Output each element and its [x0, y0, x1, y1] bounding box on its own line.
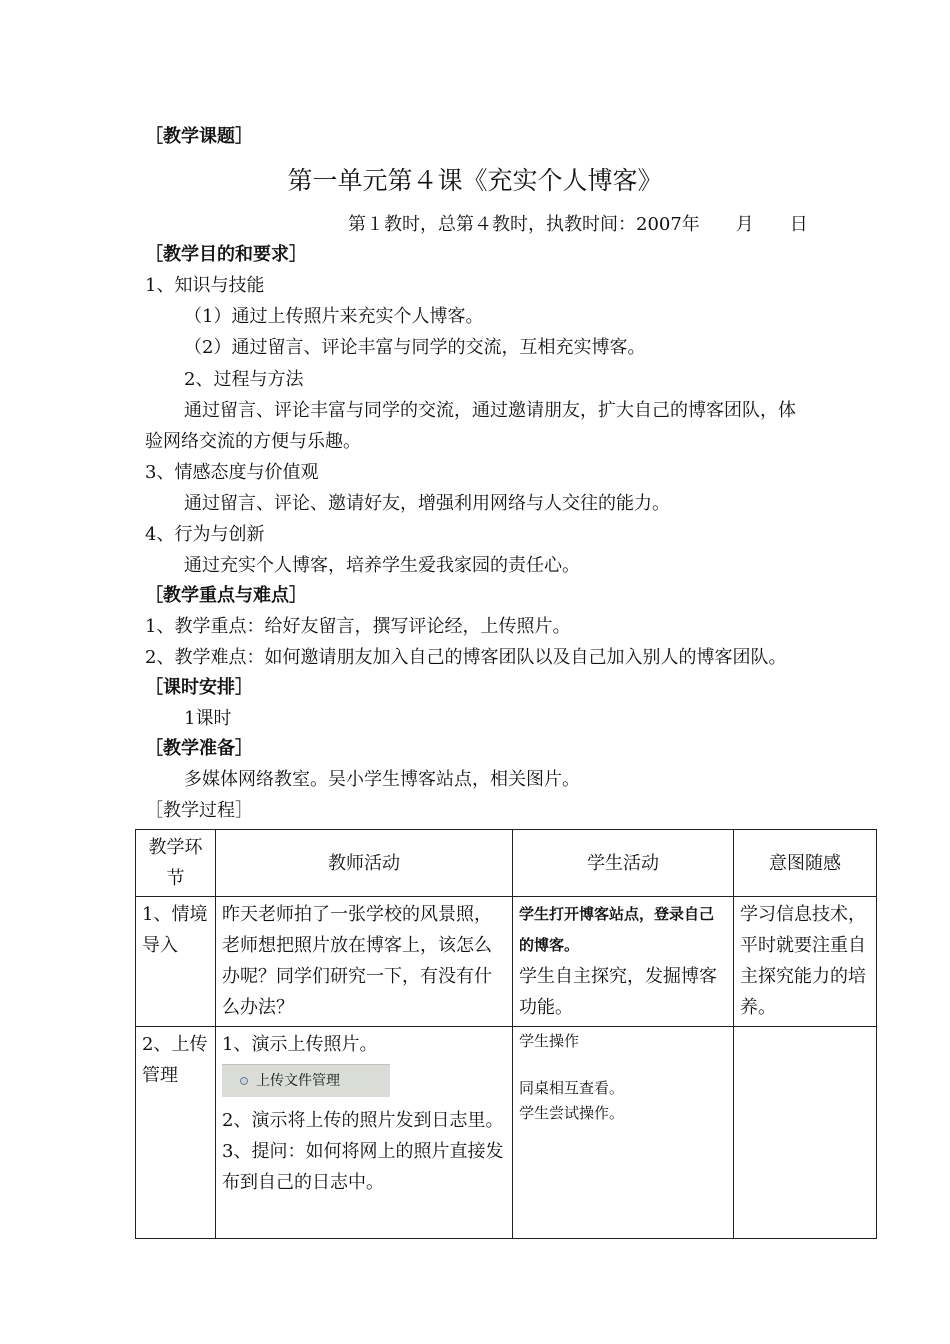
- row2-teacher: [216, 1027, 513, 1239]
- behavior-title: 4、行为与创新: [145, 524, 265, 545]
- knowledge-item-1: （1）通过上传照片来充实个人博客。: [184, 306, 484, 327]
- objectives-heading: ［教学目的和要求］: [145, 244, 307, 265]
- upload-file-manager-label: 上传文件管理: [256, 1072, 340, 1089]
- process-method-text-a: 通过留言、评论丰富与同学的交流，通过邀请朋友，扩大自己的博客团队，体: [184, 400, 796, 421]
- row2-intent: [734, 1027, 877, 1239]
- row2-teacher-step-1: 1、演示上传照片。: [222, 1034, 378, 1055]
- focus-key-point: 1、教学重点：给好友留言，撰写评论经，上传照片。: [145, 616, 571, 637]
- prep-heading: ［教学准备］: [145, 738, 253, 759]
- row2-teacher-step-3: 3、提问：如何将网上的照片直接发布到自己的日志中。: [222, 1141, 504, 1193]
- focus-difficulty: 2、教学难点：如何邀请朋友加入自己的博客团队以及自己加入别人的博客团队。: [145, 647, 787, 668]
- row1-student: [513, 897, 734, 1027]
- process-heading: ［教学过程］: [145, 800, 253, 821]
- lesson-meta: 第１教时，总第４教时，执教时间：2007年 月 日: [348, 214, 808, 235]
- focus-heading: ［教学重点与难点］: [145, 585, 307, 606]
- upload-file-manager-menu-item: [222, 1064, 390, 1097]
- lesson-title: 第一单元第４课《充实个人博客》: [287, 166, 663, 195]
- knowledge-skills-title: 1、知识与技能: [145, 275, 265, 296]
- col-header-stage: 教学环节: [136, 830, 216, 897]
- attitude-text: 通过留言、评论、邀请好友，增强利用网络与人交往的能力。: [184, 493, 670, 514]
- col-header-student: 学生活动: [513, 830, 734, 897]
- process-method-title: 2、过程与方法: [184, 369, 304, 390]
- row1-student-a: 学生打开博客站点，登录自己的博客。: [519, 905, 715, 954]
- row1-stage: 1、情境导入: [136, 897, 216, 1027]
- row2-teacher-step-2: 2、演示将上传的照片发到日志里。: [222, 1110, 504, 1131]
- behavior-text: 通过充实个人博客，培养学生爱我家园的责任心。: [184, 555, 580, 576]
- table-row: [136, 1027, 877, 1239]
- row1-intent: 学习信息技术，平时就要注重自主探究能力的培养。: [734, 897, 877, 1027]
- table-row: [136, 897, 877, 1027]
- bullet-icon: [240, 1077, 248, 1085]
- row2-student-2: 同桌相互查看。: [519, 1079, 625, 1097]
- schedule-heading: ［课时安排］: [145, 677, 253, 698]
- row2-student-1: 学生操作: [519, 1032, 580, 1050]
- prep-text: 多媒体网络教室。吴小学生博客站点，相关图片。: [184, 769, 580, 790]
- col-header-teacher: 教师活动: [216, 830, 513, 897]
- row2-student: [513, 1027, 734, 1239]
- row2-student-3: 学生尝试操作。: [519, 1104, 625, 1122]
- process-method-text-b: 验网络交流的方便与乐趣。: [145, 431, 361, 452]
- col-header-intent: 意图随感: [734, 830, 877, 897]
- attitude-title: 3、情感态度与价值观: [145, 462, 319, 483]
- row2-stage: 2、上传管理: [136, 1027, 216, 1239]
- schedule-text: 1课时: [184, 708, 232, 729]
- teaching-process-table: [135, 829, 877, 1239]
- section-topic-heading: ［教学课题］: [145, 126, 253, 147]
- row1-student-b: 学生自主探究，发掘博客功能。: [519, 966, 717, 1018]
- row1-teacher: 昨天老师拍了一张学校的风景照，老师想把照片放在博客上，该怎么办呢？同学们研究一下，有没有什么办法？: [216, 897, 513, 1027]
- knowledge-item-2: （2）通过留言、评论丰富与同学的交流，互相充实博客。: [184, 337, 646, 358]
- table-header-row: [136, 830, 877, 897]
